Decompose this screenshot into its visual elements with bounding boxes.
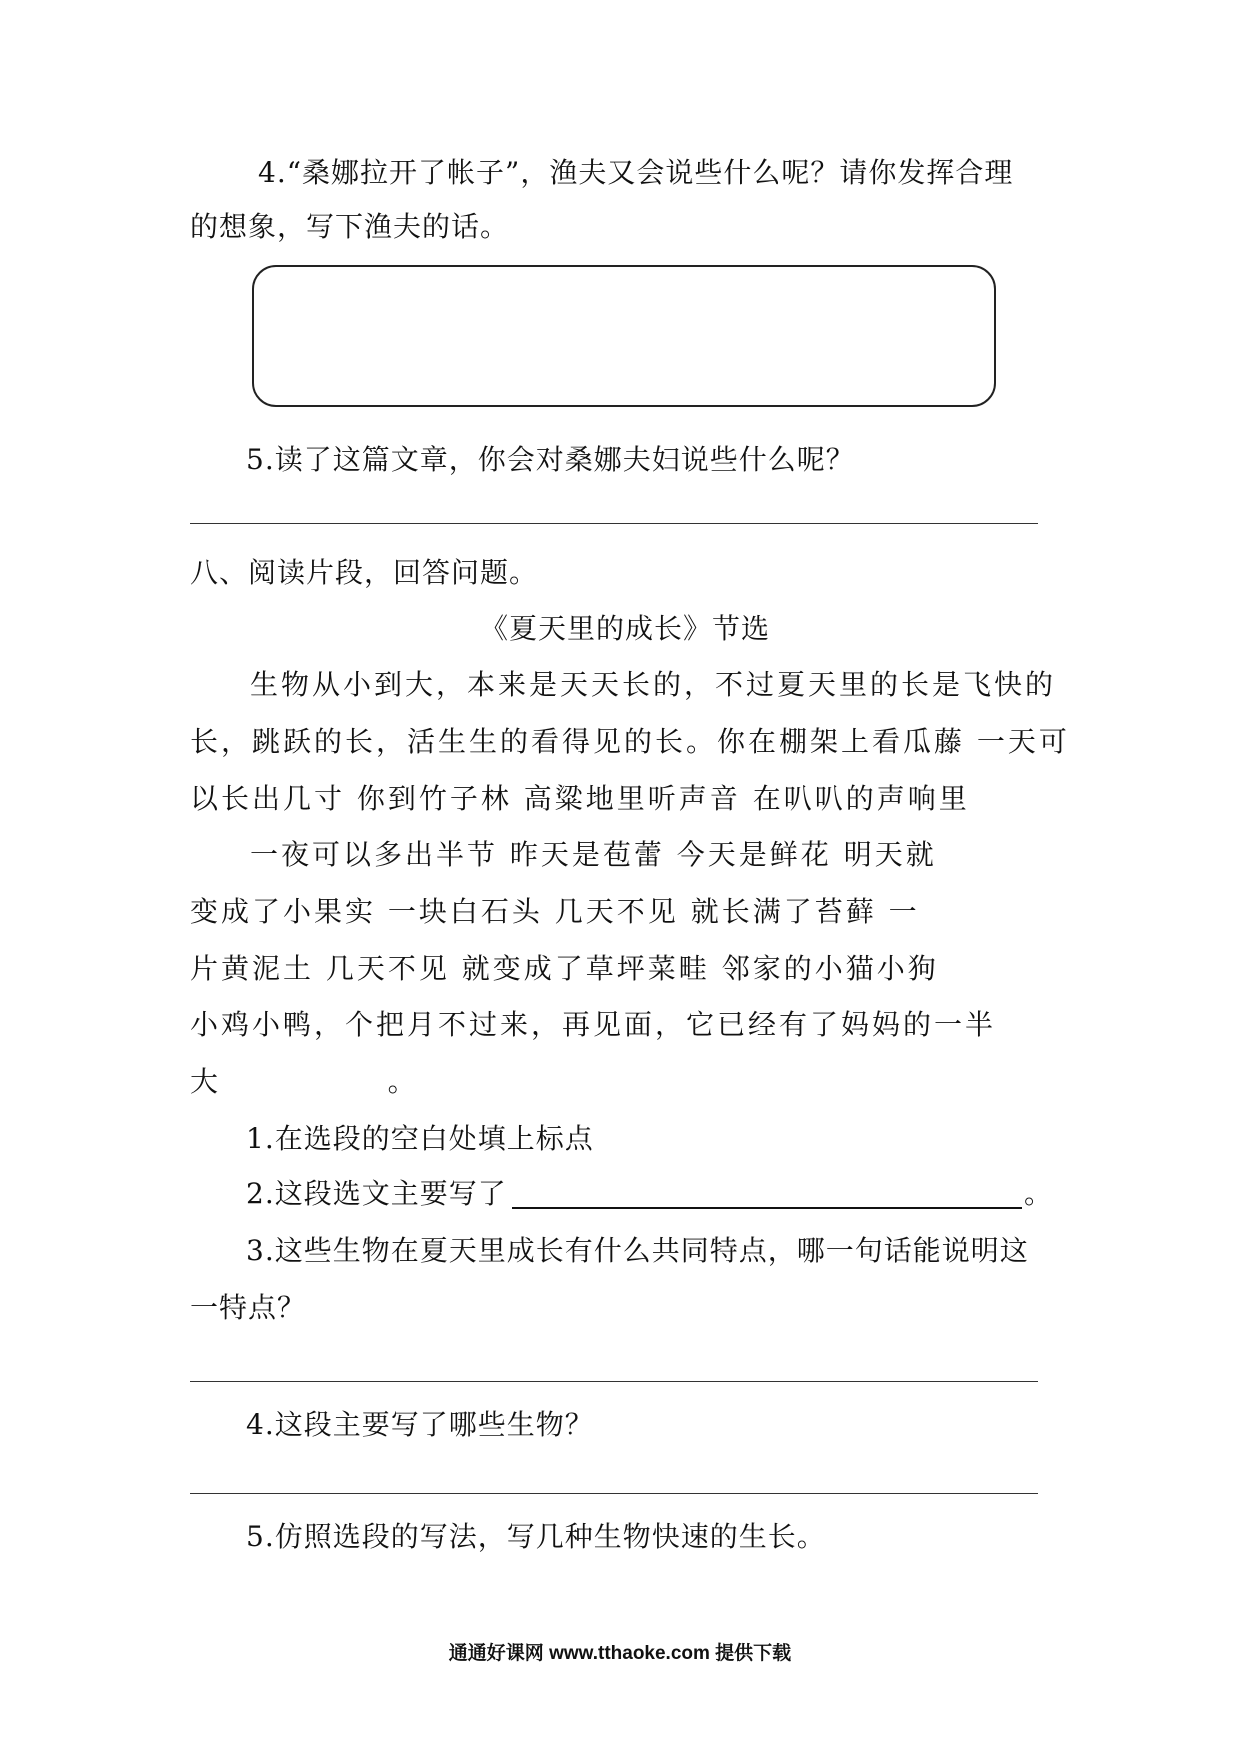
question-4-line-1: 4.“桑娜拉开了帐子”，渔夫又会说些什么呢？请你发挥合理	[258, 156, 1014, 189]
fill-in-blank[interactable]	[512, 1207, 1022, 1209]
section-8-heading: 八、阅读片段，回答问题。	[190, 556, 539, 589]
passage-title: 《夏天里的成长》节选	[480, 612, 771, 645]
section-8-question-5: 5.仿照选段的写法，写几种生物快速的生长。	[246, 1520, 826, 1553]
passage-line: 小鸡小鸭，个把月不过来，再见面，它已经有了妈妈的一半	[190, 1008, 997, 1041]
question-5: 5.读了这篇文章，你会对桑娜夫妇说些什么呢？	[246, 443, 855, 476]
answer-line[interactable]	[190, 523, 1038, 524]
question-4-line-2: 的想象，写下渔夫的话。	[190, 210, 510, 243]
passage-line: 变成了小果实 一块白石头 几天不见 就长满了苔藓 一	[190, 895, 920, 928]
answer-line[interactable]	[190, 1493, 1038, 1494]
passage-line: 片黄泥土 几天不见 就变成了草坪菜畦 邻家的小猫小狗	[190, 952, 939, 985]
passage-line: 一夜可以多出半节 昨天是苞蕾 今天是鲜花 明天就	[250, 838, 937, 871]
passage-line: 长，跳跃的长，活生生的看得见的长。你在棚架上看瓜藤 一天可	[190, 725, 1070, 758]
answer-line[interactable]	[190, 1381, 1038, 1382]
footer-credit: 通通好课网 www.tthaoke.com 提供下载	[448, 1643, 792, 1664]
section-8-question-2-suffix: 。	[1024, 1177, 1054, 1210]
section-8-question-2-prefix: 2.这段选文主要写了	[246, 1177, 507, 1210]
answer-box[interactable]	[252, 265, 996, 407]
section-8-question-1: 1.在选段的空白处填上标点	[246, 1122, 594, 1155]
section-8-question-3-line-2: 一特点？	[190, 1291, 307, 1324]
passage-line: 大 。	[190, 1065, 419, 1098]
passage-line: 生物从小到大，本来是天天长的，不过夏天里的长是飞快的	[250, 668, 1057, 701]
passage-line: 以长出几寸 你到竹子林 高粱地里听声音 在叭叭的声响里	[190, 782, 970, 815]
section-8-question-4: 4.这段主要写了哪些生物？	[246, 1408, 594, 1441]
section-8-question-3-line-1: 3.这些生物在夏天里成长有什么共同特点，哪一句话能说明这	[246, 1234, 1029, 1267]
